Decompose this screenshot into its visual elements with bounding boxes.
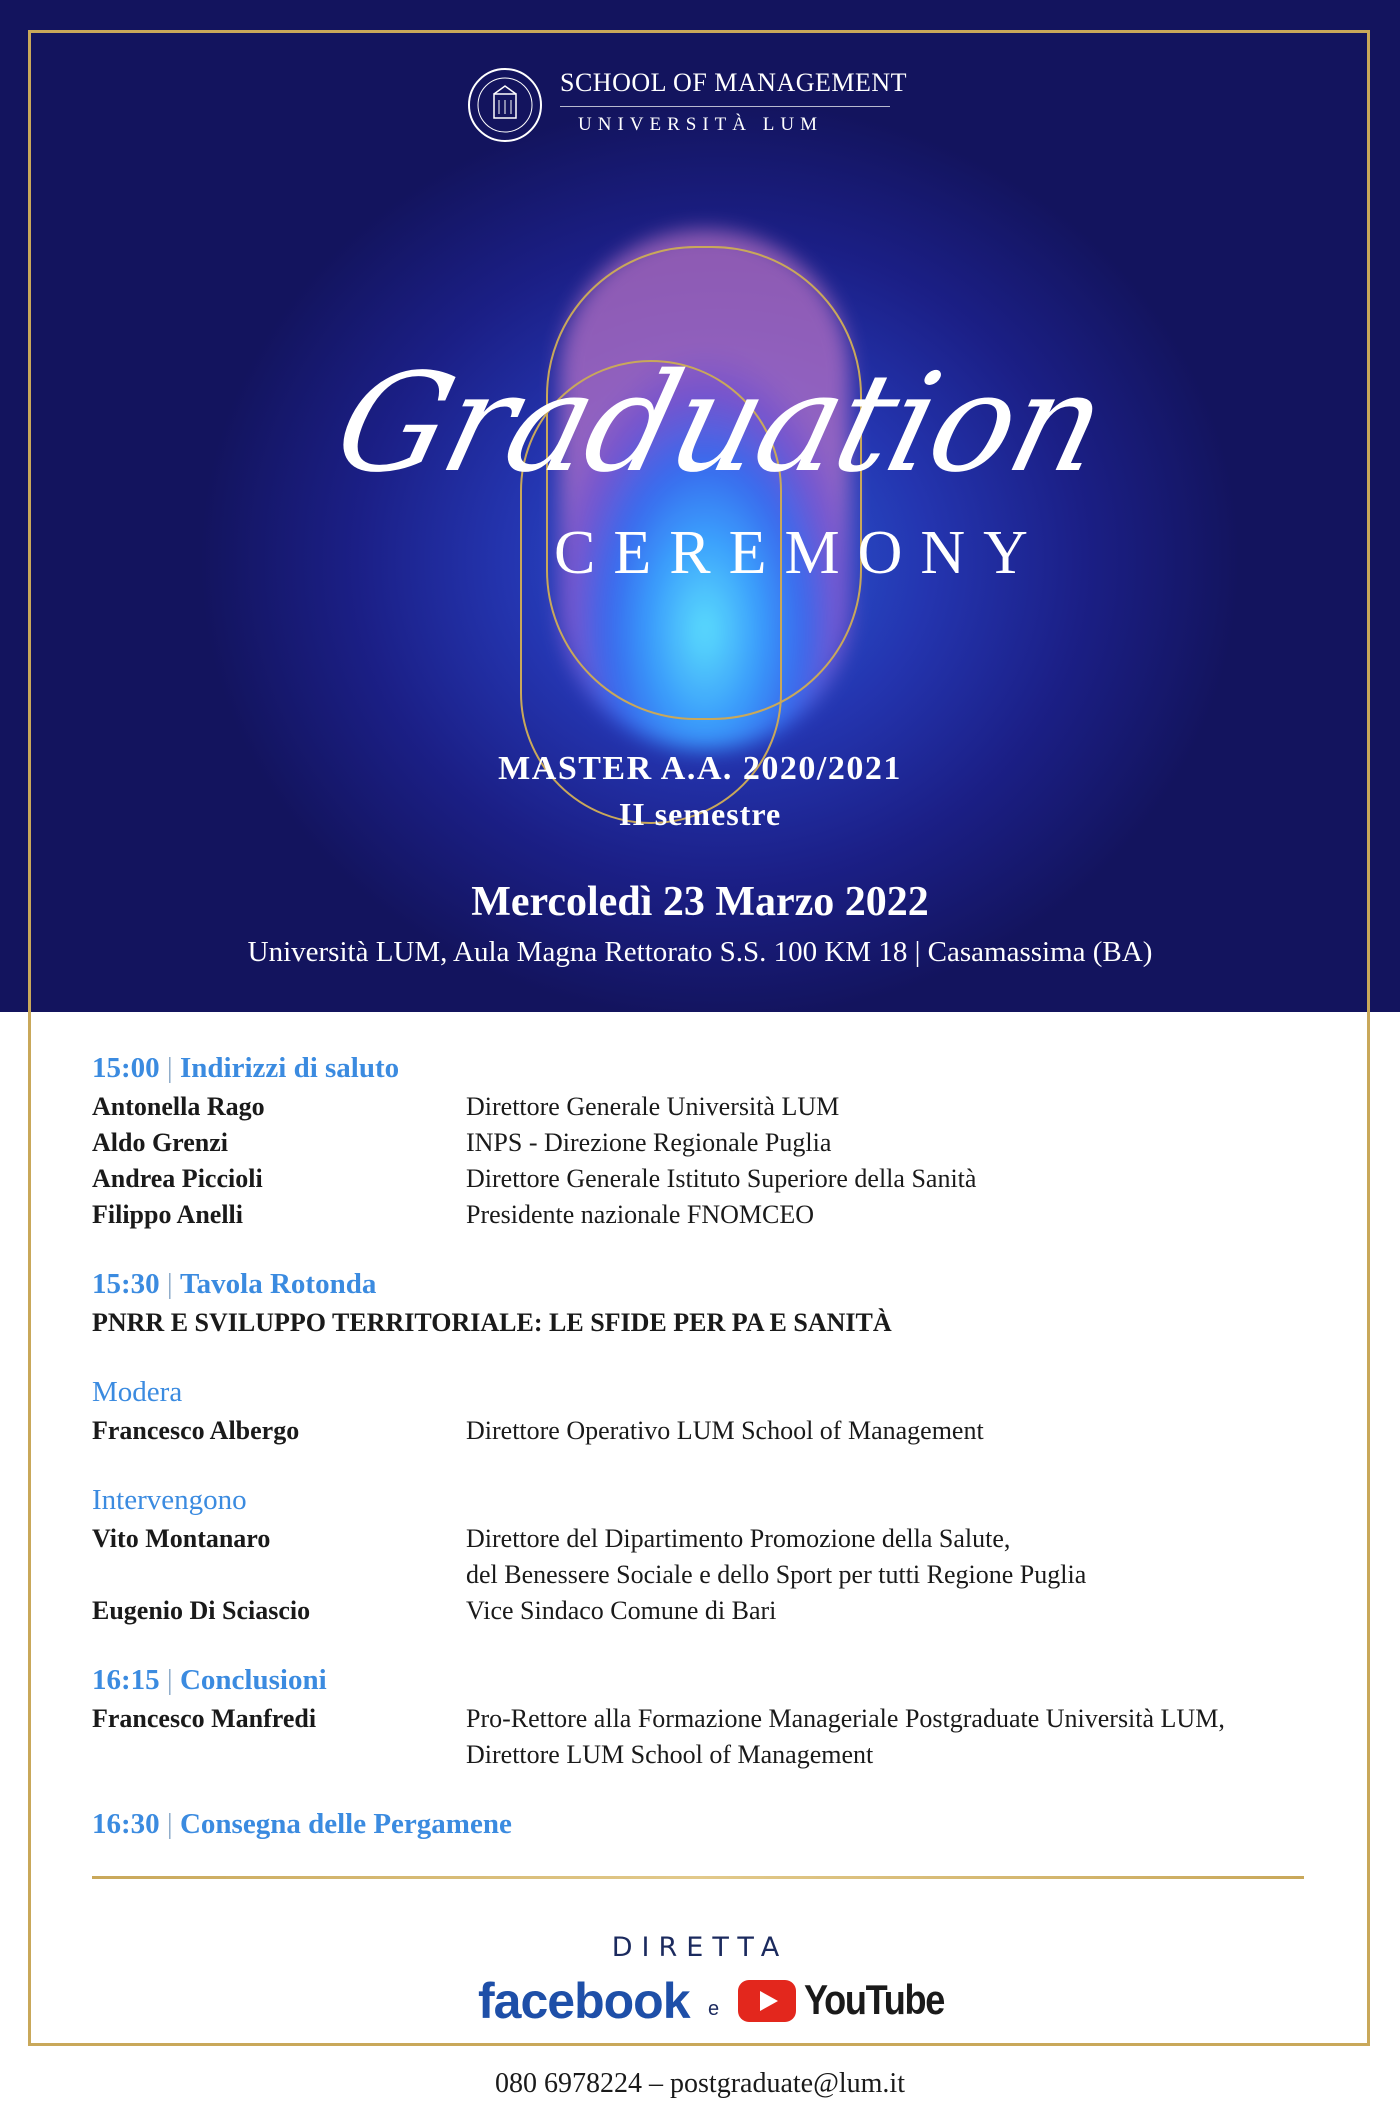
conjunction: e bbox=[708, 1998, 720, 2020]
speaker-role-cont: Direttore LUM School of Management bbox=[466, 1740, 874, 1769]
speaker-role: INPS - Direzione Regionale Puglia bbox=[466, 1128, 832, 1157]
separator: | bbox=[166, 1664, 180, 1696]
gold-divider bbox=[92, 1876, 1304, 1879]
graduation-title: Graduation bbox=[321, 345, 1119, 503]
moderator-label: Modera bbox=[92, 1376, 183, 1408]
speaker-name: Francesco Manfredi bbox=[92, 1704, 317, 1733]
section-title: Tavola Rotonda bbox=[179, 1268, 377, 1300]
speakers-label: Intervengono bbox=[92, 1484, 247, 1516]
live-label: DIRETTA bbox=[611, 1932, 789, 1963]
speaker-role: Direttore Generale Università LUM bbox=[466, 1092, 840, 1121]
facebook-logo[interactable]: facebook bbox=[478, 1973, 690, 2029]
ceremony-title: CEREMONY bbox=[554, 519, 1046, 587]
section-pergamene bbox=[92, 1808, 512, 1841]
separator: | bbox=[166, 1808, 180, 1840]
speaker-role: Direttore Generale Istituto Superiore della Sanità bbox=[466, 1164, 977, 1193]
speaker-role: Direttore del Dipartimento Promozione della Salute, bbox=[466, 1524, 1011, 1553]
section-title: Conclusioni bbox=[179, 1664, 327, 1696]
youtube-play-icon[interactable] bbox=[738, 1980, 796, 2022]
speaker-role-cont: del Benessere Sociale e dello Sport per tutti Regione Puglia bbox=[466, 1560, 1087, 1589]
section-saluto bbox=[92, 1052, 399, 1085]
section-title: Indirizzi di saluto bbox=[179, 1052, 400, 1084]
speaker-role: Presidente nazionale FNOMCEO bbox=[466, 1200, 815, 1229]
speaker-name: Vito Montanaro bbox=[92, 1524, 271, 1553]
social-links bbox=[478, 1972, 945, 2034]
semester: II semestre bbox=[618, 796, 782, 832]
master-year: MASTER A.A. 2020/2021 bbox=[498, 750, 902, 787]
contact-info: 080 6978224 – postgraduate@lum.it bbox=[495, 2068, 905, 2099]
separator: | bbox=[166, 1052, 180, 1084]
section-time: 15:30 bbox=[92, 1268, 160, 1300]
event-date: Mercoledì 23 Marzo 2022 bbox=[471, 879, 929, 925]
university-name: UNIVERSITÀ LUM bbox=[578, 114, 823, 135]
round-table-topic: PNRR E SVILUPPO TERRITORIALE: LE SFIDE PER PA E SANITÀ bbox=[92, 1308, 892, 1337]
speaker-name: Eugenio Di Sciascio bbox=[92, 1596, 311, 1625]
youtube-logo[interactable]: YouTube bbox=[804, 1976, 945, 2023]
school-name: SCHOOL OF MANAGEMENT bbox=[560, 68, 908, 97]
section-tavola-rotonda bbox=[92, 1268, 376, 1301]
section-time: 15:00 bbox=[92, 1052, 160, 1084]
speaker-role: Vice Sindaco Comune di Bari bbox=[466, 1596, 777, 1625]
section-conclusioni bbox=[92, 1664, 327, 1697]
school-logo bbox=[466, 66, 936, 144]
speaker-name: Antonella Rago bbox=[92, 1092, 265, 1121]
speaker-role: Direttore Operativo LUM School of Management bbox=[466, 1416, 984, 1445]
section-time: 16:15 bbox=[92, 1664, 160, 1696]
speaker-name: Filippo Anelli bbox=[92, 1200, 243, 1229]
logo-divider bbox=[560, 106, 890, 107]
separator: | bbox=[166, 1268, 180, 1300]
section-title: Consegna delle Pergamene bbox=[179, 1808, 512, 1840]
speaker-name: Aldo Grenzi bbox=[92, 1128, 229, 1157]
speaker-name: Francesco Albergo bbox=[92, 1416, 300, 1445]
event-venue: Università LUM, Aula Magna Rettorato S.S. 100 KM 18 | Casamassima (BA) bbox=[247, 936, 1153, 968]
speaker-role: Pro-Rettore alla Formazione Manageriale Postgraduate Università LUM, bbox=[466, 1704, 1225, 1733]
speaker-name: Andrea Piccioli bbox=[92, 1164, 263, 1193]
section-time: 16:30 bbox=[92, 1808, 160, 1840]
hero-banner bbox=[0, 0, 1400, 1012]
university-seal-icon bbox=[466, 66, 544, 144]
